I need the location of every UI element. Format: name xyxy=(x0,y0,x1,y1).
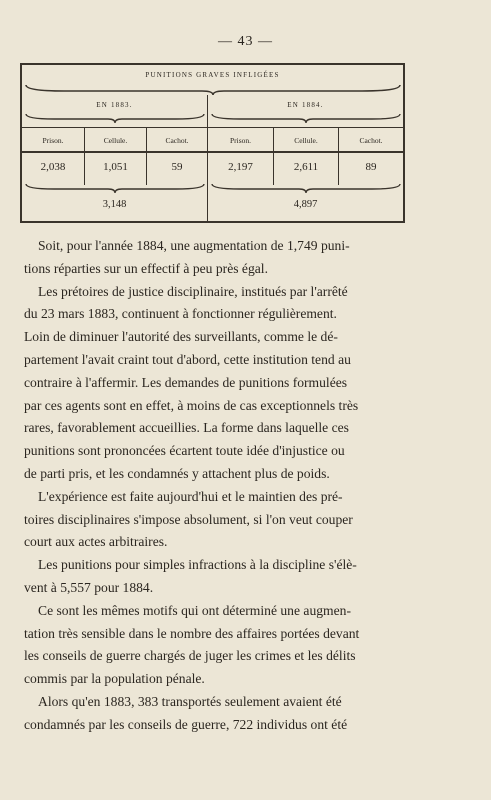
value-cachot-1884: 89 xyxy=(365,161,377,173)
text-line: Ce sont les mêmes motifs qui ont déterminé une augmen- xyxy=(38,602,351,618)
value-cachot-1883: 59 xyxy=(171,161,183,173)
col-prison-1884: Prison. xyxy=(229,136,252,145)
brace-1884 xyxy=(210,112,402,124)
value-prison-1884: 2,197 xyxy=(228,161,253,173)
col-cachot-1883: Cachot. xyxy=(165,136,189,145)
text-line: vent à 5,557 pour 1884. xyxy=(24,579,154,595)
col-cellule-1884: Cellule. xyxy=(294,136,318,145)
page-number: — 43 — xyxy=(218,34,273,49)
punishments-table xyxy=(20,63,405,223)
text-line: Les prétoires de justice disciplinaire, institués par l'arrêté xyxy=(38,283,348,299)
text-line: toires disciplinaires s'impose absolument, si l'on veut couper xyxy=(24,511,353,527)
paragraph xyxy=(24,235,408,281)
text-line: court aux actes arbitraires. xyxy=(24,534,168,550)
col-prison-1883: Prison. xyxy=(42,136,64,145)
text-line: contraire à l'affermir. Les demandes de punitions formulées xyxy=(24,374,348,390)
paragraph xyxy=(24,600,408,691)
value-cellule-1884: 2,611 xyxy=(293,161,319,173)
text-line: les conseils de guerre chargés de juger les crimes et les délits xyxy=(24,648,356,664)
total-1883: 3,148 xyxy=(102,199,127,210)
paragraph xyxy=(24,486,408,554)
text-line: L'expérience est faite aujourd'hui et le maintien des pré- xyxy=(38,488,343,504)
text-line: par ces agents sont en effet, à moins de cas exceptionnels très xyxy=(24,397,359,413)
text-line: Les punitions pour simples infractions à la discipline s'élè- xyxy=(38,557,357,573)
value-prison-1883: 2,038 xyxy=(40,161,66,173)
text-line: Loin de diminuer l'autorité des surveillants, comme le dé- xyxy=(24,329,338,345)
text-line: condamnés par les conseils de guerre, 722 individus ont été xyxy=(24,716,348,732)
text-line: tions réparties sur un effectif à peu près égal. xyxy=(24,260,268,276)
paragraph xyxy=(24,281,408,486)
text-line: de parti pris, et les condamnés y attachent plus de poids. xyxy=(24,465,330,481)
text-line: punitions sont prononcées écartent toute idée d'injustice ou xyxy=(24,443,345,459)
text-line: commis par la population pénale. xyxy=(24,671,205,687)
text-line: Alors qu'en 1883, 383 transportés seulement avaient été xyxy=(38,693,342,709)
col-cellule-1883: Cellule. xyxy=(103,136,128,145)
table-title: PUNITIONS GRAVES INFLIGÉES xyxy=(145,71,280,79)
text-line: tation très sensible dans le nombre des affaires portées devant xyxy=(24,625,360,641)
text-line: Soit, pour l'année 1884, une augmentation de 1,749 puni- xyxy=(38,238,350,253)
total-brace-1884 xyxy=(210,182,402,194)
total-brace-1883 xyxy=(24,182,206,194)
value-cellule-1883: 1,051 xyxy=(103,161,128,173)
body-text xyxy=(24,235,408,737)
text-line: du 23 mars 1883, continuent à fonctionner régulièrement. xyxy=(24,306,337,322)
paragraph xyxy=(24,691,408,737)
col-cachot-1884: Cachot. xyxy=(359,136,383,145)
text-line: rares, favorablement accueillies. La forme dans laquelle ces xyxy=(24,420,349,436)
text-line: partement l'avait craint tout d'abord, cette institution tend au xyxy=(24,351,351,367)
brace-1883 xyxy=(24,112,206,124)
year-label-1883: EN 1883. xyxy=(96,101,133,109)
title-brace xyxy=(24,83,402,95)
year-label-1884: EN 1884. xyxy=(287,101,324,109)
paragraph xyxy=(24,554,408,600)
total-1884: 4,897 xyxy=(293,199,318,210)
